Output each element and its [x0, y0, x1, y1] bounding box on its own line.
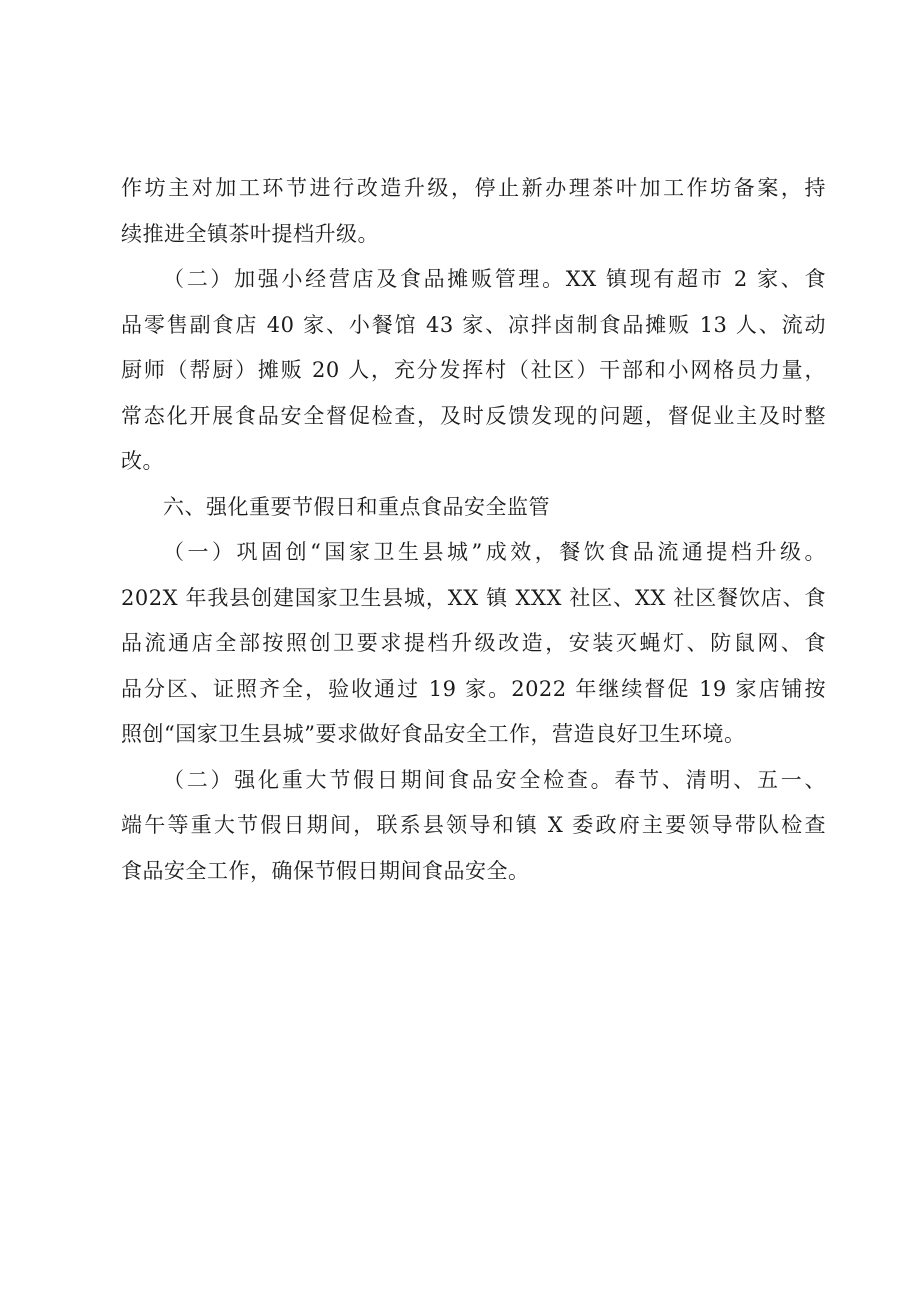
paragraph-line: 续推进全镇茶叶提档升级。: [121, 221, 379, 246]
paragraph-line: 常态化开展食品安全督促检查，及时反馈发现的问题，督促业主及时整: [121, 403, 826, 428]
paragraph-line: 改。: [121, 449, 164, 473]
paragraph-line: 品分区、证照齐全，验收通过 19 家。2022 年继续督促 19 家店铺按: [121, 676, 826, 701]
paragraph-line: （二）加强小经营店及食品摊贩管理。XX 镇现有超市 2 家、食: [163, 267, 826, 291]
paragraph-line: 照创“国家卫生县城”要求做好食品安全工作，营造良好卫生环境。: [121, 722, 746, 746]
paragraph-line: 厨师（帮厨）摊贩 20 人，充分发挥村（社区）干部和小网格员力量，: [121, 358, 826, 382]
paragraph-line: 品流通店全部按照创卫要求提档升级改造，安装灭蝇灯、防鼠网、食: [121, 631, 826, 655]
paragraph-line: 端午等重大节假日期间，联系县领导和镇 X 委政府主要领导带队检查: [121, 813, 826, 837]
paragraph-line: 202X 年我县创建国家卫生县城，XX 镇 XXX 社区、XX 社区餐饮店、食: [121, 585, 826, 610]
paragraph-line: 作坊主对加工环节进行改造升级，停止新办理茶叶加工作坊备案，持: [121, 176, 826, 200]
section-heading: 六、强化重要节假日和重点食品安全监管: [163, 494, 550, 519]
paragraph-line: （一）巩固创“国家卫生县城”成效，餐饮食品流通提档升级。: [163, 540, 826, 564]
paragraph-line: （二）强化重大节假日期间食品安全检查。春节、清明、五一、: [163, 767, 826, 792]
paragraph-line: 食品安全工作，确保节假日期间食品安全。: [121, 858, 530, 883]
document-body: [121, 166, 826, 894]
paragraph-line: 品零售副食店 40 家、小餐馆 43 家、凉拌卤制食品摊贩 13 人、流动: [121, 312, 826, 337]
